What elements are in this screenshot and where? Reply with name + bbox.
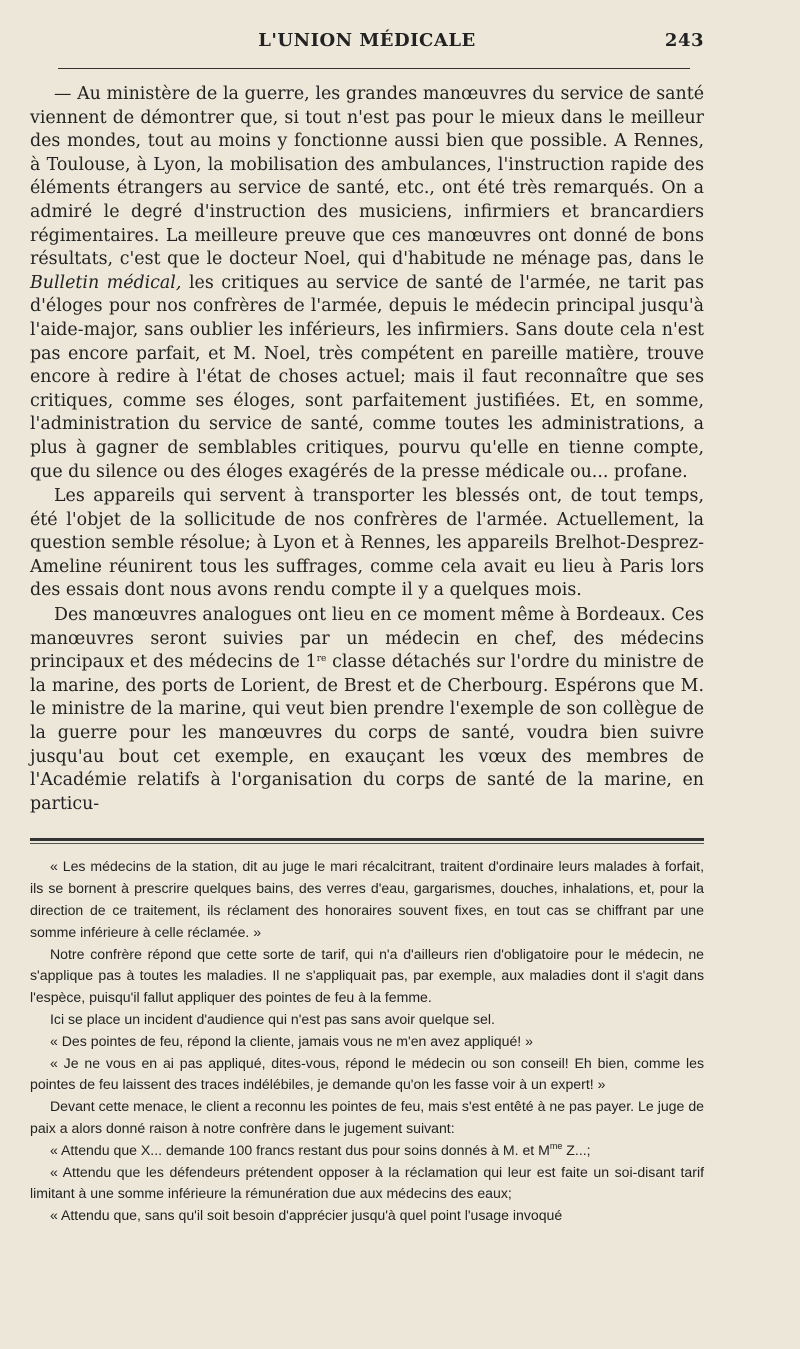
page-number: 243 <box>664 30 704 51</box>
footnote-divider-thin <box>30 843 704 844</box>
note-paragraph: « Des pointes de feu, répond la cliente, jamais vous ne m'en avez appliqué! » <box>50 1032 533 1049</box>
note-paragraph: « Attendu que, sans qu'il soit besoin d'apprécier jusqu'à quel point l'usage invoqué <box>50 1207 563 1224</box>
note-paragraph: « Je ne vous en ai pas appliqué, dites-vous, répond le médecin ou son conseil! Eh bien, comme les pointes de feu laissent des traces indélébiles, je demande qu'on les fasse voir à un expert! » <box>30 1054 704 1093</box>
paragraph-3 <box>30 604 704 816</box>
note-7-end: Z...; <box>562 1141 591 1158</box>
journal-title: L'UNION MÉDICALE <box>258 30 476 51</box>
footnote-divider <box>30 838 704 841</box>
note-paragraph: Devant cette menace, le client a reconnu les pointes de feu, mais s'est entêté à ne pas payer. Le juge de paix a alors donné raison à notre confrère dans le jugement suivant: <box>30 1098 704 1136</box>
note-7-start: « Attendu que X... demande 100 francs restant dus pour soins donnés à M. et M <box>50 1141 550 1158</box>
paragraph-1-end: les critiques au service de santé de l'armée, ne tarit pas d'éloges pour nos confrères de l'armée, depuis le médecin principal jusqu'à l'aide-major, sans oublier les inférieurs, les infirmiers. Sans doute cela n'est pas encore parfait, et M. Noel, très compétent en pareille matière, trouve encore à redire à l'état de choses actuel; mais il faut reconnaître que ses critiques, comme ses éloges, sont parfaitement justifiées. Et, en somme, l'administration du service de santé, comme toutes les administrations, a plus à gagner de semblables critiques, pourvu qu'elle en tienne compte, que du silence ou des éloges exagérés de la presse médicale ou... profane. <box>30 272 704 482</box>
madame-superscript: me <box>549 1140 563 1151</box>
header-rule <box>58 68 690 69</box>
note-paragraph: Ici se place un incident d'audience qui n'est pas sans avoir quelque sel. <box>50 1010 495 1027</box>
paragraph-3-end: classe détachés sur l'ordre du ministre de la marine, des ports de Lorient, de Brest et de Cherbourg. Espérons que M. le ministre de la marine, qui veut bien prendre l'exemple de son collègue de la guerre pour les manœuvres du corps de santé, voudra bien suivre jusqu'au bout cet exemple, en exauçant les vœux des membres de l'Académie relatifs à l'organisation du corps de santé de la marine, en particu- <box>30 652 704 814</box>
note-paragraph <box>30 1140 704 1162</box>
note-paragraph: « Les médecins de la station, dit au juge le mari récalcitrant, traitent d'ordinaire leurs malades à forfait, ils se bornent à prescrire quelques bains, des verres d'eau, gargarismes, douches, inhalations, et, pour la direction de ce traitement, ils réclament des honoraires souvent fixes, en tout cas se chiffrant par une somme inférieure à celle réclamée. » <box>30 858 704 940</box>
note-paragraph: « Attendu que les défendeurs prétendent opposer à la réclamation qui leur est faite un soi-disant tarif limitant à une somme inférieure la rémunération due aux médecins des eaux; <box>30 1163 704 1202</box>
footnote-column <box>30 856 704 1227</box>
paragraph-3-start: Des manœuvres analogues ont lieu en ce moment même à Bordeaux. Ces manœuvres seront suivies par un médecin en chef, des médecins principaux et des médecins de 1 <box>30 605 704 673</box>
paragraph-1-text: — Au ministère de la guerre, les grandes manœuvres du service de santé viennent de démontrer que, si tout n'est pas pour le mieux dans le meilleur des mondes, tout au moins y fonctionne aussi bien que possible. A Rennes, à Toulouse, à Lyon, la mobilisation des ambulances, l'instruction rapide des éléments étrangers au service de santé, etc., ont été très remarqués. On a admiré le degré d'instruction des musiciens, infirmiers et brancardiers régimentaires. La meilleure preuve que ces manœuvres ont donné de bons résultats, c'est que le docteur Noel, qui d'habitude ne ménage pas, dans le <box>30 84 704 270</box>
paragraph-2: Les appareils qui servent à transporter les blessés ont, de tout temps, été l'objet de la sollicitude de nos confrères de l'armée. Actuellement, la question semble résolue; à Lyon et à Rennes, les appareils Brelhot-Desprez-Ameline réunirent tous les suffrages, comme cela avait eu lieu à Paris lors des essais dont nous avons rendu compte il y a quelques mois. <box>30 486 704 601</box>
paragraph-1 <box>30 83 704 484</box>
ordinal-superscript: re <box>316 654 327 665</box>
note-paragraph: Notre confrère répond que cette sorte de tarif, qui n'a d'ailleurs rien d'obligatoire pour le médecin, ne s'applique pas à toutes les maladies. Il ne s'appliquait pas, par exemple, aux maladies dont il s'agit dans l'espèce, puisqu'il fallut appliquer des pointes de feu à la femme. <box>30 945 704 1006</box>
running-header <box>30 22 704 58</box>
bulletin-medical-title: Bulletin médical, <box>30 272 182 293</box>
main-text <box>30 83 704 816</box>
